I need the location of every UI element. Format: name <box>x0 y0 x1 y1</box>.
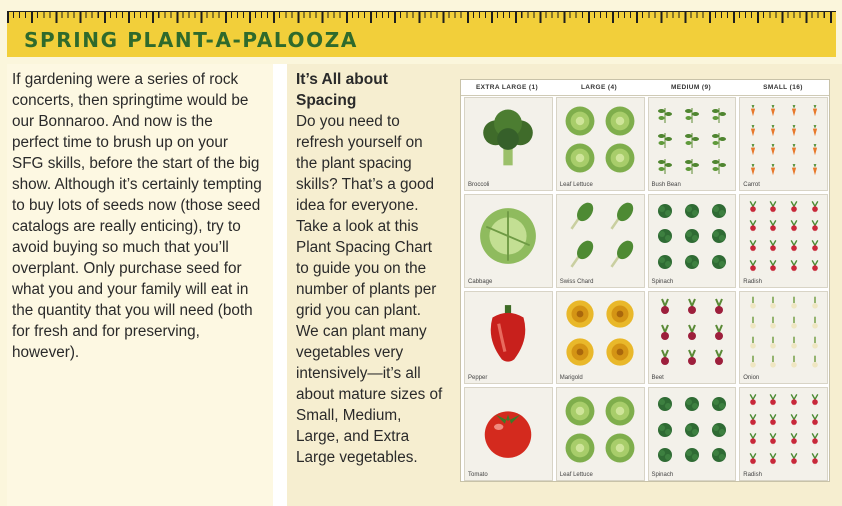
chart-cell <box>739 387 828 481</box>
tomato-icon <box>477 399 539 461</box>
radish-icon <box>766 393 780 407</box>
spinach-icon <box>709 252 729 272</box>
carrot-icon <box>808 142 822 156</box>
bush-bean-icon <box>682 104 702 124</box>
onion-icon <box>808 355 822 369</box>
spinach-icon <box>682 445 702 465</box>
beet-icon <box>682 297 702 317</box>
plant-label: Radish <box>743 472 762 478</box>
header-large: LARGE (4) <box>580 84 618 91</box>
chart-cell <box>556 387 645 481</box>
swiss-chard-icon <box>603 238 637 272</box>
radish-icon <box>746 200 760 214</box>
leaf-lettuce-icon <box>563 104 597 138</box>
spinach-icon <box>709 445 729 465</box>
marigold-icon <box>563 297 597 331</box>
beet-icon <box>709 297 729 317</box>
radish-icon <box>787 413 801 427</box>
broccoli-icon <box>477 108 539 170</box>
carrot-icon <box>766 103 780 117</box>
beet-icon <box>709 348 729 368</box>
section-title: SPRING PLANT-A-PALOOZA <box>24 28 358 52</box>
spinach-icon <box>655 445 675 465</box>
radish-icon <box>766 239 780 253</box>
chart-grid <box>464 97 828 481</box>
beet-icon <box>655 297 675 317</box>
spinach-icon <box>709 226 729 246</box>
spinach-icon <box>655 226 675 246</box>
radish-icon <box>787 200 801 214</box>
header-medium: MEDIUM (9) <box>670 84 712 91</box>
plant-group <box>649 292 736 375</box>
radish-icon <box>746 219 760 233</box>
ruler-decoration <box>7 11 836 23</box>
onion-icon <box>787 336 801 350</box>
marigold-icon <box>603 335 637 369</box>
onion-icon <box>746 316 760 330</box>
radish-icon <box>808 432 822 446</box>
chart-cell <box>556 194 645 288</box>
header-extra-large: EXTRA LARGE (1) <box>475 84 539 91</box>
chart-header-row <box>461 80 829 96</box>
chart-cell <box>464 97 553 191</box>
radish-icon <box>808 239 822 253</box>
spacing-paragraph: Do you need to refresh yourself on the plant spacing skills? That’s a good idea for everyone. Take a look at this Plant Spacing Chart to guide you on the number of plants per grid you can plant. We can plant many vegetables very intensively—it’s all about mature sizes of Small, Medium, Large, and Extra Large vegetables. <box>296 113 443 466</box>
plant-label: Beet <box>651 375 664 382</box>
plant-label: Leaf Lettuce <box>559 472 593 478</box>
swiss-chard-icon <box>563 238 597 272</box>
chart-cell <box>464 387 553 481</box>
radish-icon <box>787 239 801 253</box>
plant-group <box>465 195 552 278</box>
chart-cell <box>556 291 645 385</box>
spinach-icon <box>655 420 675 440</box>
carrot-icon <box>766 162 780 176</box>
radish-icon <box>787 393 801 407</box>
plant-label: Cabbage <box>468 278 493 285</box>
plant-label: Broccoli <box>468 181 490 188</box>
spinach-icon <box>682 252 702 272</box>
carrot-icon <box>746 103 760 117</box>
radish-icon <box>746 239 760 253</box>
plant-label: Bush Bean <box>651 181 681 188</box>
leaf-lettuce-icon <box>603 104 637 138</box>
chart-cell <box>648 97 737 191</box>
carrot-icon <box>746 142 760 156</box>
spinach-icon <box>682 394 702 414</box>
carrot-icon <box>787 123 801 137</box>
radish-icon <box>766 452 780 466</box>
plant-group <box>557 388 644 471</box>
plant-group <box>649 98 736 181</box>
plant-group <box>649 388 736 471</box>
chart-cell <box>739 291 828 385</box>
radish-icon <box>808 393 822 407</box>
spinach-icon <box>682 420 702 440</box>
plant-group <box>649 195 736 278</box>
radish-icon <box>766 219 780 233</box>
carrot-icon <box>746 123 760 137</box>
radish-icon <box>808 259 822 273</box>
spacing-text-column <box>296 69 446 468</box>
radish-icon <box>746 432 760 446</box>
plant-group <box>740 292 827 375</box>
chart-cell <box>739 194 828 288</box>
radish-icon <box>808 413 822 427</box>
onion-icon <box>746 336 760 350</box>
beet-icon <box>655 348 675 368</box>
carrot-icon <box>766 123 780 137</box>
radish-icon <box>766 200 780 214</box>
onion-icon <box>808 296 822 310</box>
bush-bean-icon <box>709 155 729 175</box>
bush-bean-icon <box>709 129 729 149</box>
plant-group <box>465 292 552 375</box>
plant-group <box>465 388 552 471</box>
beet-icon <box>655 323 675 343</box>
bush-bean-icon <box>655 129 675 149</box>
onion-icon <box>766 336 780 350</box>
plant-label: Spinach <box>651 472 674 478</box>
header-small: SMALL (16) <box>763 84 803 91</box>
carrot-icon <box>808 123 822 137</box>
carrot-icon <box>808 103 822 117</box>
radish-icon <box>787 259 801 273</box>
leaf-lettuce-icon <box>603 394 637 428</box>
plant-group <box>740 388 827 471</box>
cabbage-icon <box>477 205 539 267</box>
bush-bean-icon <box>682 155 702 175</box>
radish-icon <box>746 259 760 273</box>
chart-cell <box>464 194 553 288</box>
radish-icon <box>766 413 780 427</box>
spinach-icon <box>682 226 702 246</box>
radish-icon <box>766 432 780 446</box>
leaf-lettuce-icon <box>563 141 597 175</box>
spinach-icon <box>709 201 729 221</box>
leaf-lettuce-icon <box>563 431 597 465</box>
bush-bean-icon <box>655 155 675 175</box>
spacing-heading: It’s All about Spacing <box>296 71 388 109</box>
plant-spacing-chart <box>460 79 830 482</box>
chart-cell <box>648 291 737 385</box>
beet-icon <box>682 323 702 343</box>
carrot-icon <box>808 162 822 176</box>
spinach-icon <box>682 201 702 221</box>
plant-group <box>740 98 827 181</box>
radish-icon <box>746 452 760 466</box>
spinach-icon <box>709 420 729 440</box>
plant-label: Leaf Lettuce <box>559 181 593 188</box>
carrot-icon <box>787 142 801 156</box>
plant-group <box>557 98 644 181</box>
leaf-lettuce-icon <box>563 394 597 428</box>
radish-icon <box>787 452 801 466</box>
onion-icon <box>746 355 760 369</box>
swiss-chard-icon <box>563 200 597 234</box>
plant-label: Onion <box>743 375 760 382</box>
chart-cell <box>648 194 737 288</box>
plant-label: Pepper <box>468 375 488 382</box>
radish-icon <box>746 413 760 427</box>
swiss-chard-icon <box>603 200 637 234</box>
radish-icon <box>808 219 822 233</box>
leaf-lettuce-icon <box>603 141 637 175</box>
radish-icon <box>746 393 760 407</box>
bush-bean-icon <box>682 129 702 149</box>
marigold-icon <box>603 297 637 331</box>
onion-icon <box>766 355 780 369</box>
plant-label: Marigold <box>559 375 583 382</box>
intro-paragraph: If gardening were a series of rock concerts, then springtime would be our Bonnaroo. And now is the perfect time to brush up on your SFG skills, before the start of the big show. Although it’s certainly tempting to buy lots of seeds now (those seed catalogs are really enticing), try to avoid buying so much that you’ll overplant. Only purchase seed for what you and your family will eat in the quantity that you will need (both for fresh and for preserving, however). <box>12 71 262 361</box>
onion-icon <box>787 355 801 369</box>
section-banner <box>7 11 836 57</box>
bush-bean-icon <box>709 104 729 124</box>
spinach-icon <box>655 201 675 221</box>
radish-icon <box>808 200 822 214</box>
radish-icon <box>787 219 801 233</box>
spinach-icon <box>655 394 675 414</box>
onion-icon <box>808 336 822 350</box>
beet-icon <box>709 323 729 343</box>
plant-group <box>740 195 827 278</box>
carrot-icon <box>766 142 780 156</box>
plant-label: Tomato <box>468 472 488 478</box>
onion-icon <box>746 296 760 310</box>
plant-label: Radish <box>743 278 762 285</box>
plant-label: Carrot <box>743 181 760 188</box>
beet-icon <box>682 348 702 368</box>
carrot-icon <box>746 162 760 176</box>
onion-icon <box>808 316 822 330</box>
plant-label: Spinach <box>651 278 674 285</box>
carrot-icon <box>787 162 801 176</box>
radish-icon <box>808 452 822 466</box>
pepper-icon <box>477 302 539 364</box>
column-divider <box>273 64 287 506</box>
radish-icon <box>787 432 801 446</box>
onion-icon <box>787 316 801 330</box>
onion-icon <box>766 296 780 310</box>
radish-icon <box>766 259 780 273</box>
onion-icon <box>787 296 801 310</box>
intro-column <box>7 64 273 506</box>
chart-cell <box>648 387 737 481</box>
plant-group <box>465 98 552 181</box>
carrot-icon <box>787 103 801 117</box>
spinach-icon <box>655 252 675 272</box>
chart-cell <box>739 97 828 191</box>
leaf-lettuce-icon <box>603 431 637 465</box>
chart-cell <box>464 291 553 385</box>
plant-group <box>557 292 644 375</box>
plant-label: Swiss Chard <box>559 278 594 285</box>
marigold-icon <box>563 335 597 369</box>
spinach-icon <box>709 394 729 414</box>
onion-icon <box>766 316 780 330</box>
plant-group <box>557 195 644 278</box>
chart-cell <box>556 97 645 191</box>
bush-bean-icon <box>655 104 675 124</box>
